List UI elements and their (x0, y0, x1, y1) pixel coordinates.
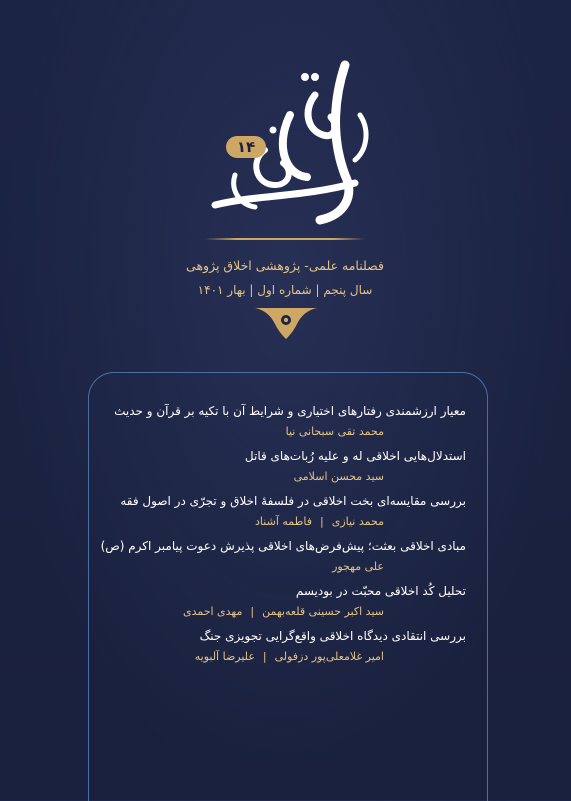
article-title: استدلال‌هایی اخلاقی له و علیه رُبات‌های قاتل (244, 449, 466, 463)
article-entry (90, 535, 466, 577)
article-entry (90, 400, 466, 442)
table-of-contents (90, 400, 466, 670)
article-title: بررسی مقایسه‌ای بخت اخلاقی در فلسفهٔ اخلاق و تجرّی در اصول فقه (120, 494, 466, 508)
author-name: مهدی احمدی (182, 605, 243, 618)
ornament-icon (255, 306, 317, 340)
article-title: مبادی اخلاقی بعثت؛ پیش‌فرض‌های اخلاقی پذیرش دعوت پیامبر اکرم (ص) (100, 539, 466, 553)
journal-calligraphy-logo (195, 55, 395, 235)
article-entry (90, 580, 466, 622)
journal-type: فصلنامه علمی- پژوهشی اخلاق پژوهی (186, 258, 384, 273)
issue-number-badge: ۱۴ (226, 136, 266, 158)
volume-text: سال پنجم (323, 283, 373, 297)
article-authors (90, 512, 466, 532)
author-separator: | (320, 515, 324, 528)
author-separator: | (250, 605, 255, 618)
author-name: امیر غلامعلی‌پور دزفولی (274, 650, 384, 663)
article-title: تحلیل کُد اخلاقی محبّت در بودیسم (295, 584, 466, 598)
separator: | (311, 283, 320, 297)
article-title: معیار ارزشمندی رفتارهای اختیاری و شرایط آن با تکیه بر قرآن و حدیث (114, 404, 466, 418)
article-authors (90, 422, 466, 442)
divider (205, 238, 365, 240)
author-separator: | (262, 650, 267, 663)
author-name: سید اکبر حسینی قلعه‌بهمن (262, 605, 384, 618)
author-name: سید محسن اسلامی (293, 470, 384, 483)
issue-info (150, 283, 420, 297)
author-name: علیرضا آلبویه (194, 650, 255, 663)
author-name: فاطمه آشناد (255, 515, 312, 528)
article-authors (90, 557, 466, 577)
article-title: بررسی انتقادی دیدگاه اخلاقی واقع‌گرایی تجویزی جنگ (199, 629, 466, 643)
separator: | (245, 283, 254, 297)
article-entry (90, 625, 466, 667)
author-name: محمد تقی سبحانی نیا (285, 425, 384, 438)
article-entry (90, 490, 466, 532)
author-name: محمد نیازی (331, 515, 384, 528)
author-name: علی مهجور (332, 560, 384, 573)
season-text: بهار ۱۴۰۱ (197, 283, 246, 297)
article-authors (90, 467, 466, 487)
article-entry (90, 445, 466, 487)
article-authors (90, 647, 466, 667)
issue-text: شماره اول (257, 283, 312, 297)
cover-header (0, 0, 571, 360)
article-authors (90, 602, 466, 622)
